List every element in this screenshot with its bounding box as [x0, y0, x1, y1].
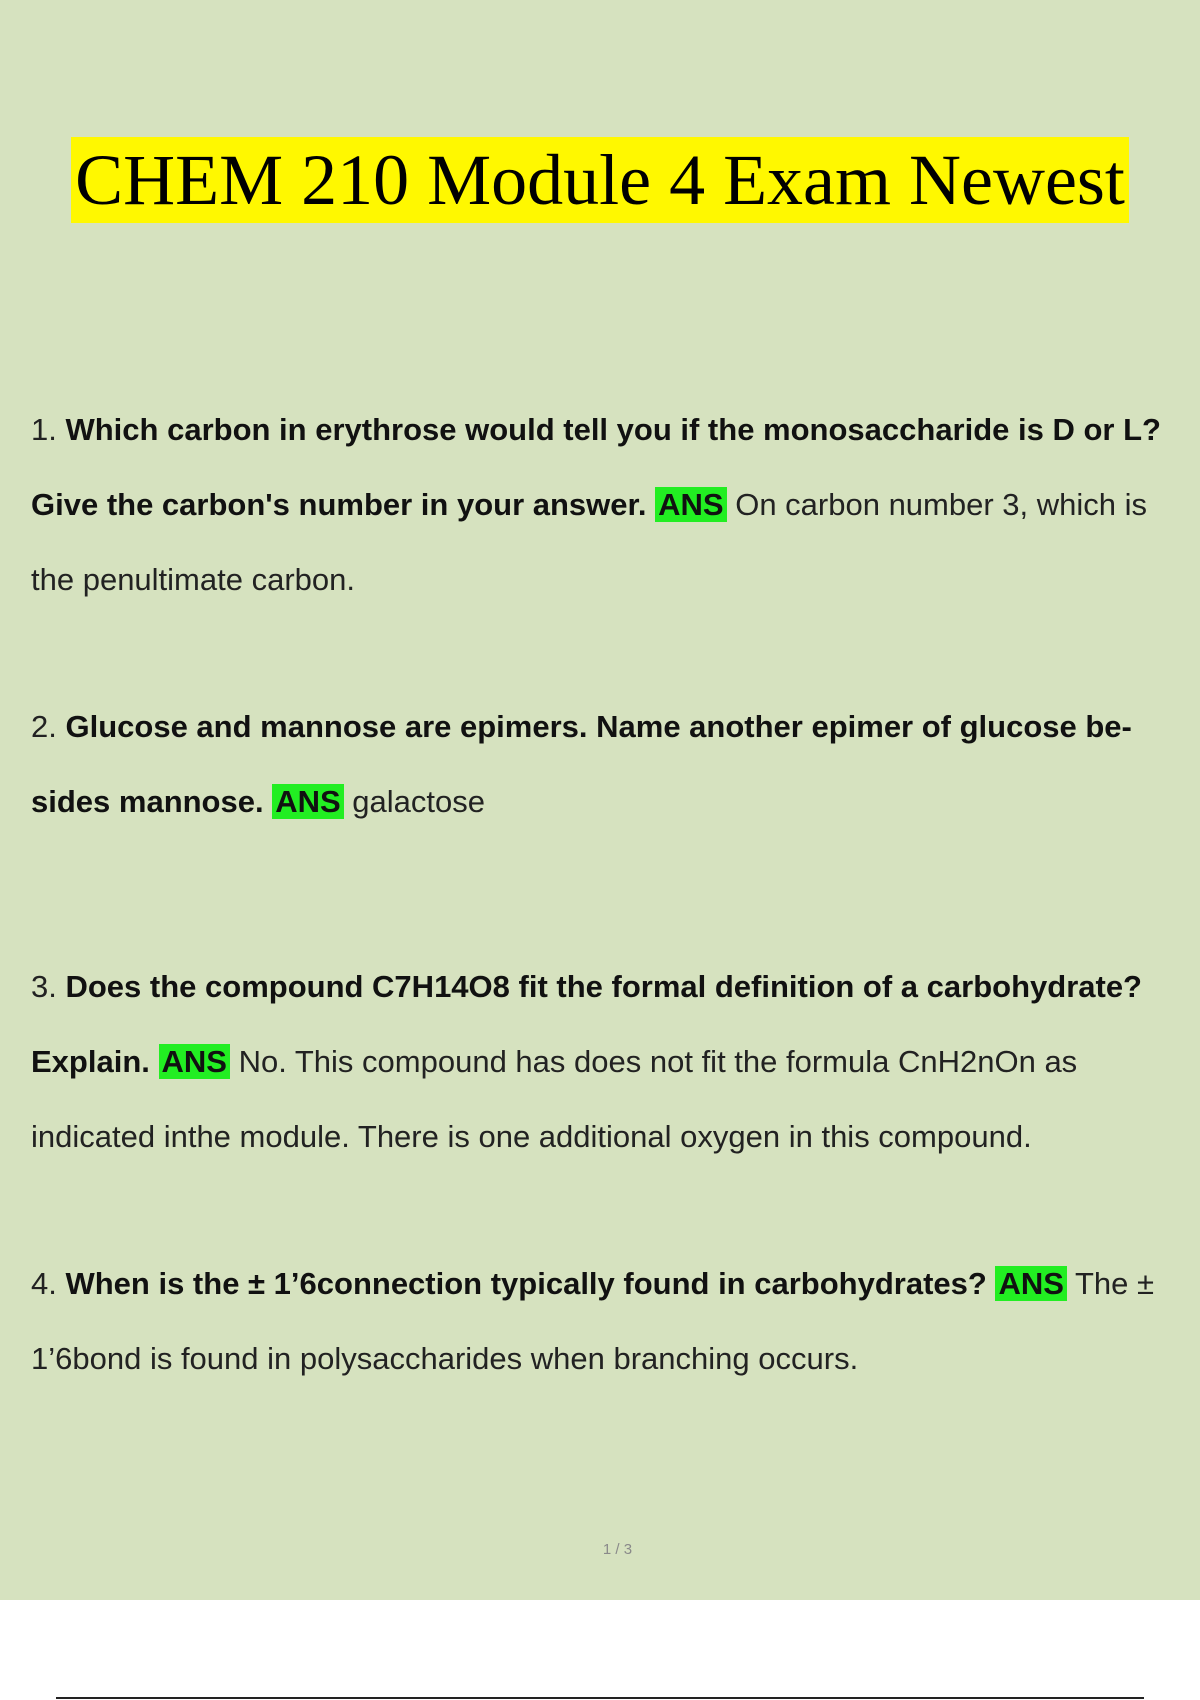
question-text: When is the ± 1’6connection typically found in carbohydrates?: [65, 1266, 987, 1301]
answer-label: ANS: [272, 784, 343, 819]
document-title: CHEM 210 Module 4 Exam Newest: [71, 137, 1129, 223]
question-number: 3.: [31, 969, 57, 1004]
answer-text: On carbon number 3, which is the penultimate carbon.: [31, 487, 1148, 597]
title-container: [0, 137, 1200, 223]
question-text: Does the compound C7H14O8 fit the formal definition of a carbohydrate? Explain.: [31, 969, 1142, 1079]
question-text: Which carbon in erythrose would tell you if the monosaccharide is D or L? Give the carbon's number in your answer.: [31, 412, 1161, 522]
question-text: Glucose and mannose are epimers. Name another epimer of glucose be- sides mannose.: [31, 709, 1132, 819]
footer-divider: [56, 1697, 1144, 1699]
answer-label: ANS: [159, 1044, 230, 1079]
answer-text: No. This compound has does not fit the formula CnH2nOn as indicated inthe module. There is one additional oxygen in this compound.: [31, 1044, 1078, 1154]
answer-label: ANS: [655, 487, 726, 522]
page-number: 1 / 3: [602, 1541, 633, 1558]
answer-text: galactose: [352, 784, 486, 819]
question-number: 2.: [31, 709, 57, 744]
question-item: [31, 689, 1191, 839]
question-number: 4.: [31, 1266, 57, 1301]
question-item: [31, 392, 1191, 617]
answer-label: ANS: [995, 1266, 1066, 1301]
question-item: [31, 949, 1191, 1174]
question-number: 1.: [31, 412, 57, 447]
answer-text: The ± 1’6bond is found in polysaccharides when branching occurs.: [31, 1266, 1154, 1376]
question-item: [31, 1246, 1191, 1396]
